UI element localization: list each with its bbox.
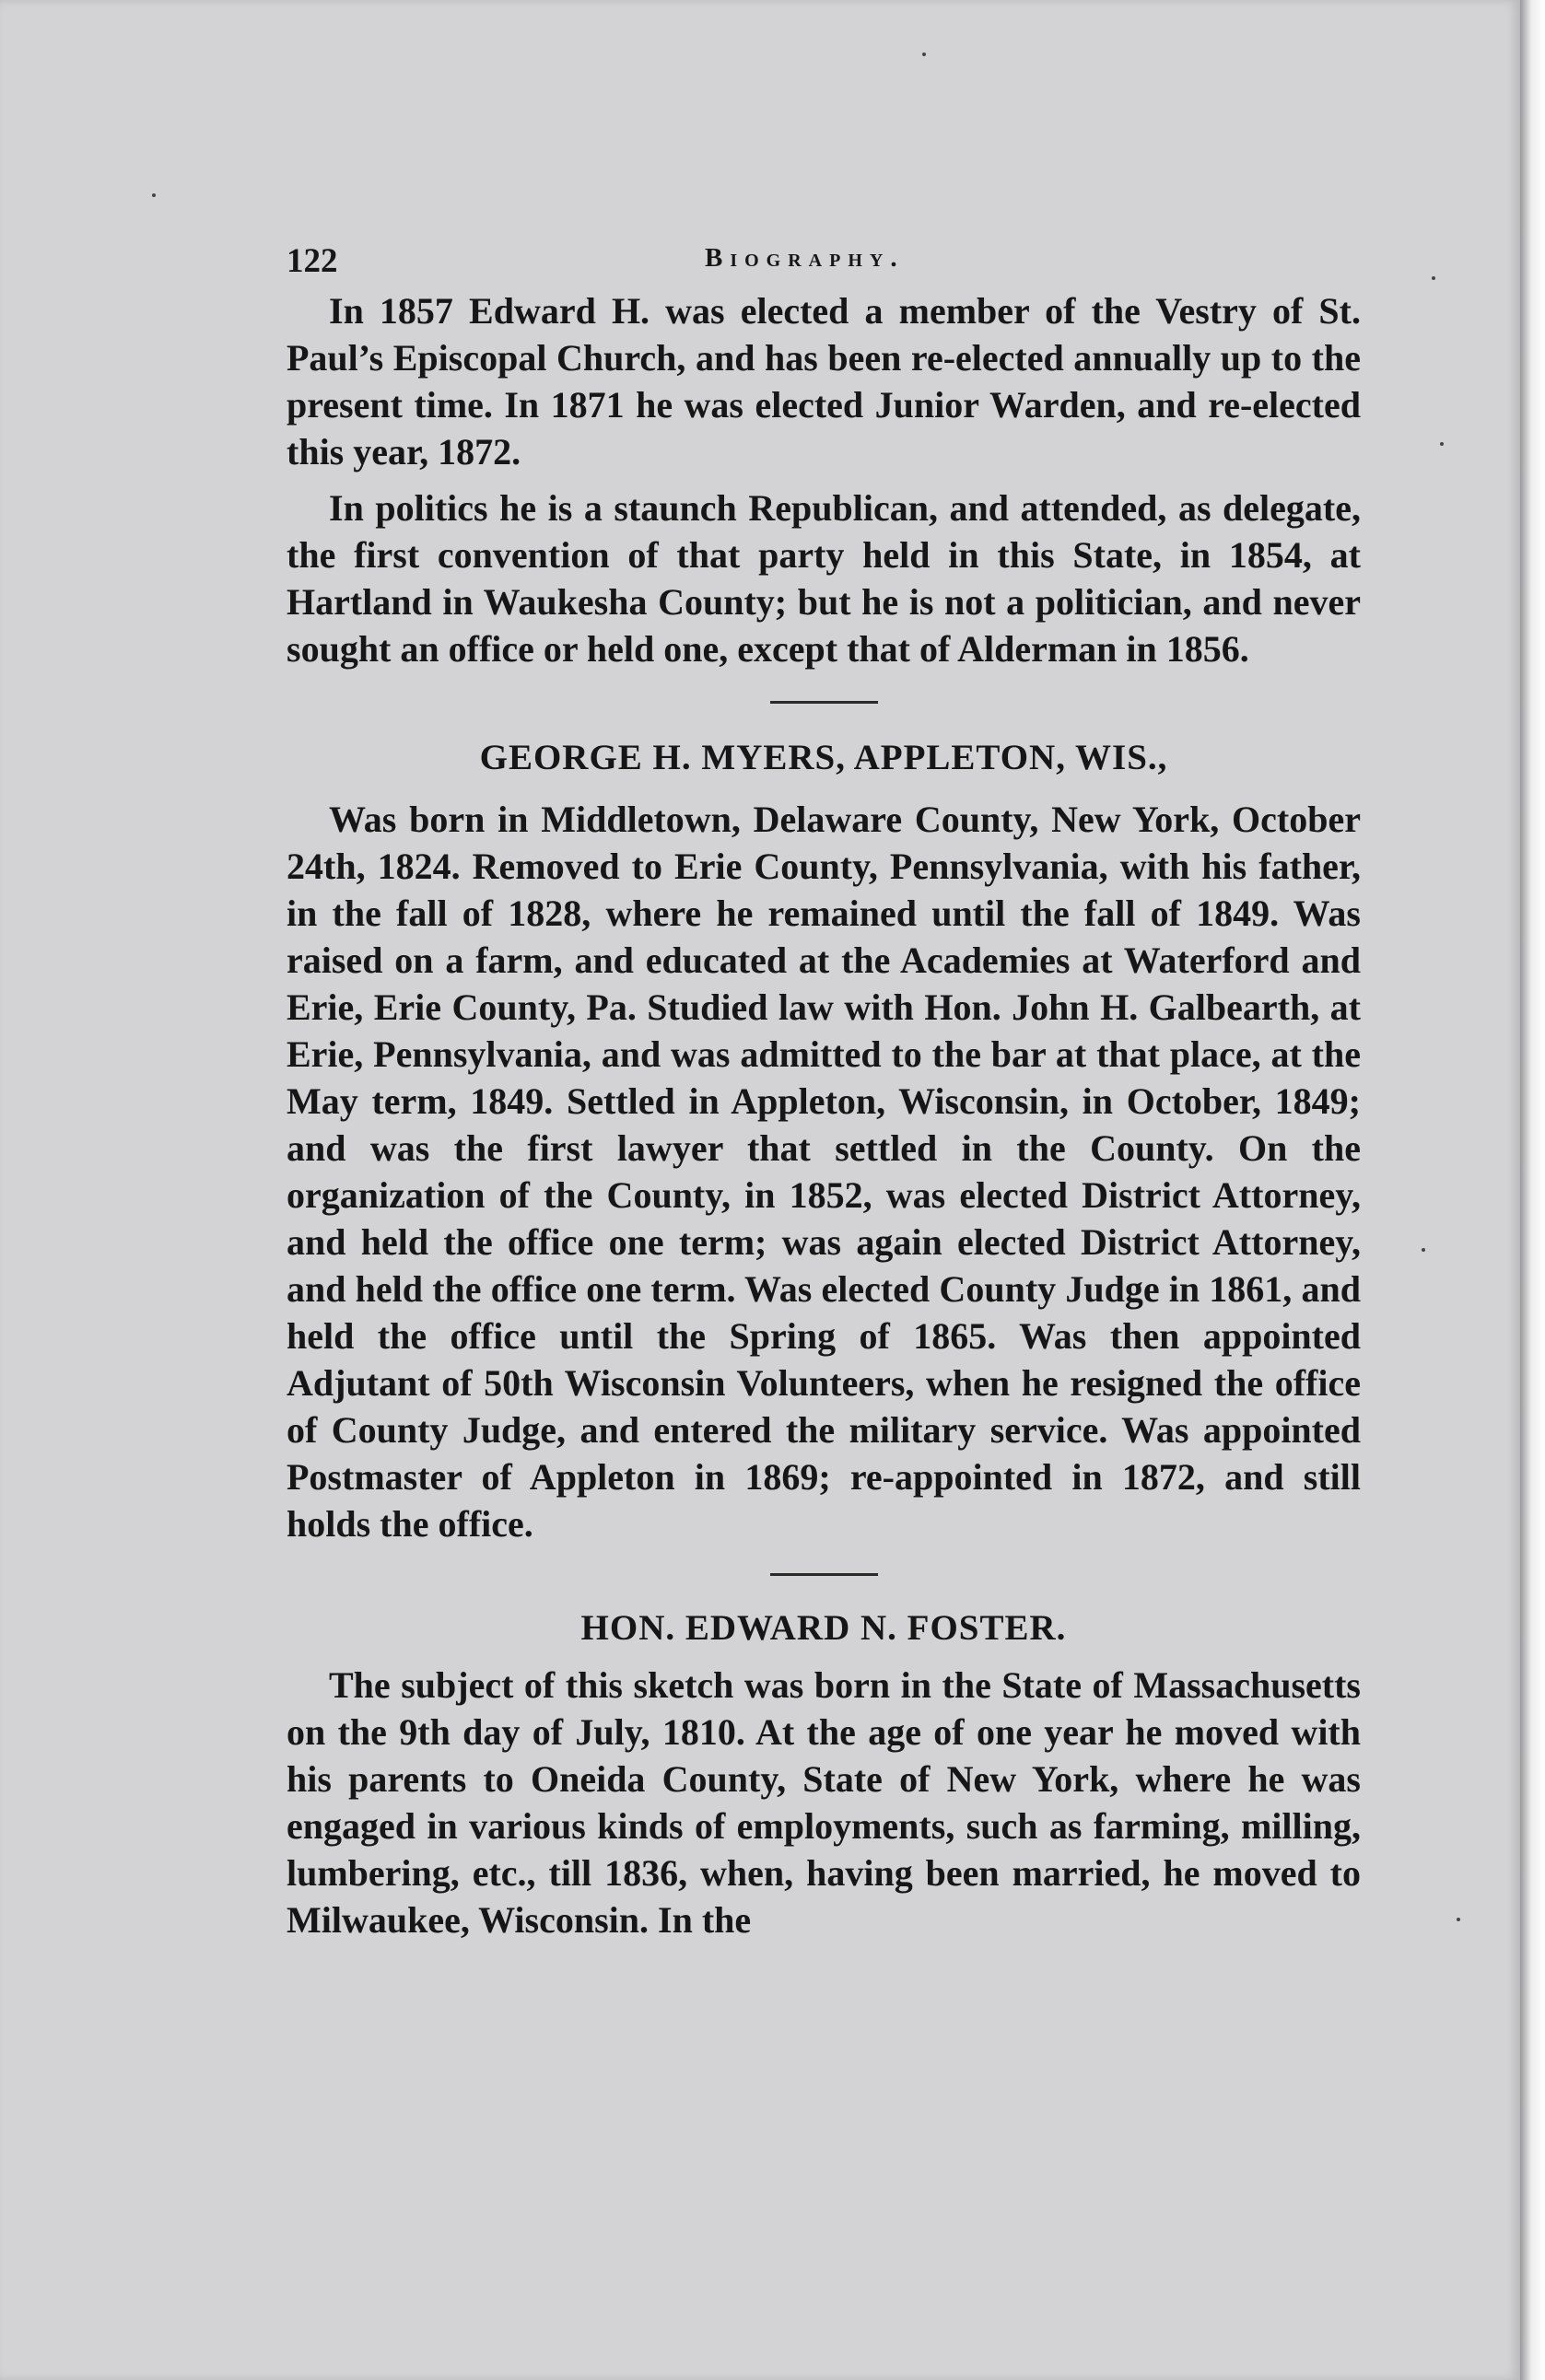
ink-speck <box>1457 1918 1460 1921</box>
paragraph: In 1857 Edward H. was elected a member of the Vestry of St. Paul’s Episcopal Church, and has been re-elected annually up to the present time. In 1871 he was elected Junior Warden, and re-elected this year, 1872. <box>287 290 1361 472</box>
paragraph: In politics he is a staunch Republican, and attended, as delegate, the first convention of that party held in this State, in 1854, at Hartland in Waukesha County; but he is not a politician, and never sought an office or held one, except that of Alderman in 1856. <box>287 487 1361 670</box>
section-divider <box>770 1573 878 1576</box>
page-content <box>287 232 1361 1943</box>
section-divider <box>770 701 878 704</box>
ink-speck <box>1440 442 1444 446</box>
ink-speck <box>922 52 926 56</box>
running-head <box>287 232 1361 287</box>
paragraph: The subject of this sketch was born in the State of Massachusetts on the 9th day of July, 1810. At the age of one year he moved with his parents to Oneida County, State of New York, where he was engaged in various kinds of employments, such as farming, milling, lumbering, etc., till 1836, when, having been married, he moved to Milwaukee, Wisconsin. In the <box>287 1664 1361 1941</box>
page-edge <box>1520 0 1545 2380</box>
page-number: 122 <box>287 242 338 280</box>
running-title: Biography. <box>705 243 905 273</box>
ink-speck <box>1422 1248 1425 1252</box>
ink-speck <box>152 193 156 197</box>
section-heading: HON. EDWARD N. FOSTER. <box>580 1608 1067 1648</box>
paragraph: Was born in Middletown, Delaware County, New York, October 24th, 1824. Removed to Erie County, Pennsylvania, with his father, in the fall of 1828, where he remained until the fall of 1849. Was raised on a farm, and educated at the Academies at Waterford and Erie, Erie County, Pa. Studied law with Hon. John H. Galbearth, at Erie, Pennsylvania, and was admitted to the bar at that place, at the May term, 1849. Settled in Appleton, Wisconsin, in October, 1849; and was the first lawyer that settled in the County. On the organization of the County, in 1852, was elected District Attorney, and held the office one term; was again elected District Attorney, and held the office one term. Was elected County Judge in 1861, and held the office until the Spring of 1865. Was then appointed Adjutant of 50th Wisconsin Volunteers, when he resigned the office of County Judge, and entered the military service. Was appointed Postmaster of Appleton in 1869; re-appointed in 1872, and still holds the office. <box>287 799 1361 1545</box>
ink-speck <box>1432 276 1435 280</box>
section-heading: GEORGE H. MYERS, APPLETON, WIS., <box>479 738 1168 777</box>
